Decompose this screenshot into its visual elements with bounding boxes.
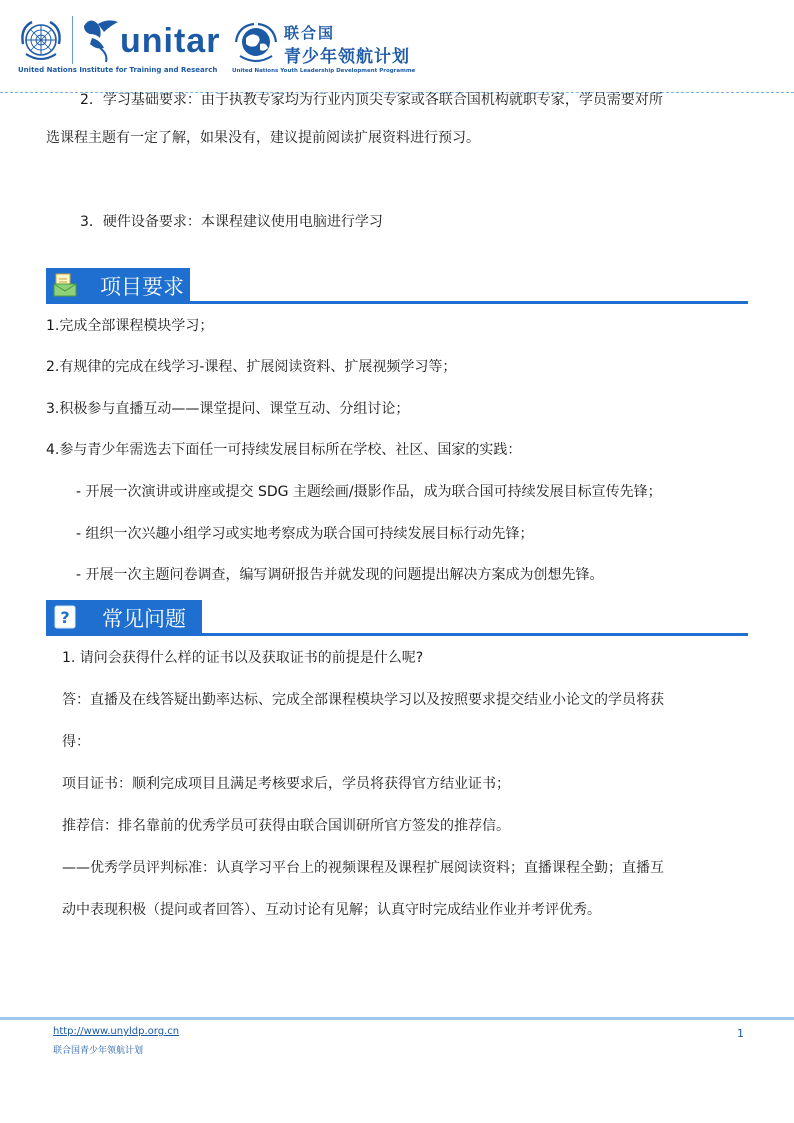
requirement-sub-item: - 开展一次演讲或讲座或提交 SDG 主题绘画/摄影作品，成为联合国可持续发展目标宣传先锋；: [76, 484, 662, 500]
faq-answer-line2: 得：: [62, 734, 90, 750]
section-underline: [46, 301, 748, 304]
footer-rule: [0, 1017, 794, 1020]
footer-url-link[interactable]: http://www.unyldp.org.cn: [53, 1026, 180, 1037]
youth-program-title-line1: 联合国: [284, 24, 336, 42]
org-caption: United Nations Institute for Training and Research: [18, 66, 218, 74]
section-requirements-header: [46, 268, 748, 304]
faq-answer-line1: 答：直播及在线答疑出勤率达标、完成全部课程模块学习以及按照要求提交结业小论文的学员将获: [62, 692, 664, 708]
unitar-bird-icon: [78, 14, 122, 64]
requirement-item: 2.有规律的完成在线学习-课程、扩展阅读资料、扩展视频学习等；: [46, 359, 457, 375]
intro-item3: 3．硬件设备要求：本课程建议使用电脑进行学习: [80, 214, 383, 230]
youth-program-caption: United Nations Youth Leadership Development Programme: [232, 68, 416, 74]
requirement-item: 4.参与青少年需选去下面任一可持续发展目标所在学校、社区、国家的实践：: [46, 442, 522, 458]
section-title: 常见问题: [102, 607, 186, 631]
section-faq-header: [46, 600, 748, 636]
faq-criteria-line1: ——优秀学员评判标准：认真学习平台上的视频课程及课程扩展阅读资料；直播课程全勤；直播互: [62, 860, 664, 876]
question-icon: [52, 604, 78, 630]
requirement-sub-item: - 组织一次兴趣小组学习或实地考察成为联合国可持续发展目标行动先锋；: [76, 526, 534, 542]
section-title: 项目要求: [100, 275, 184, 299]
faq-question: 1. 请问会获得什么样的证书以及获取证书的前提是什么呢?: [62, 650, 424, 666]
faq-certificate: 项目证书：顺利完成项目且满足考核要求后，学员将获得官方结业证书；: [62, 776, 510, 792]
requirement-item: 1.完成全部课程模块学习；: [46, 318, 214, 334]
requirement-sub-item: - 开展一次主题问卷调查，编写调研报告并就发现的问题提出解决方案成为创想先锋。: [76, 567, 604, 583]
section-underline: [46, 633, 748, 636]
intro-item2-line2: 选课程主题有一定了解，如果没有，建议提前阅读扩展资料进行预习。: [46, 130, 480, 146]
un-emblem-icon: [18, 18, 64, 64]
page-number: 1: [737, 1027, 744, 1040]
faq-recommendation: 推荐信：排名靠前的优秀学员可获得由联合国训研所官方签发的推荐信。: [62, 818, 510, 834]
youth-globe-icon: [232, 20, 280, 66]
footer-org-name: 联合国青少年领航计划: [53, 1046, 144, 1056]
svg-text:?: ?: [60, 608, 70, 627]
requirement-item: 3.积极参与直播互动——课堂提问、课堂互动、分组讨论；: [46, 401, 410, 417]
header-divider: [72, 16, 73, 64]
faq-criteria-line2: 动中表现积极（提问或者回答）、互动讨论有见解；认真守时完成结业作业并考评优秀。: [62, 902, 601, 918]
envelope-icon: [52, 272, 78, 298]
unitar-wordmark: unitar: [120, 22, 221, 60]
youth-program-title-line2: 青少年领航计划: [284, 47, 410, 67]
intro-item2-line1: 2．学习基础要求：由于执教专家均为行业内顶尖专家或各联合国机构就职专家，学员需要对所: [80, 92, 663, 108]
